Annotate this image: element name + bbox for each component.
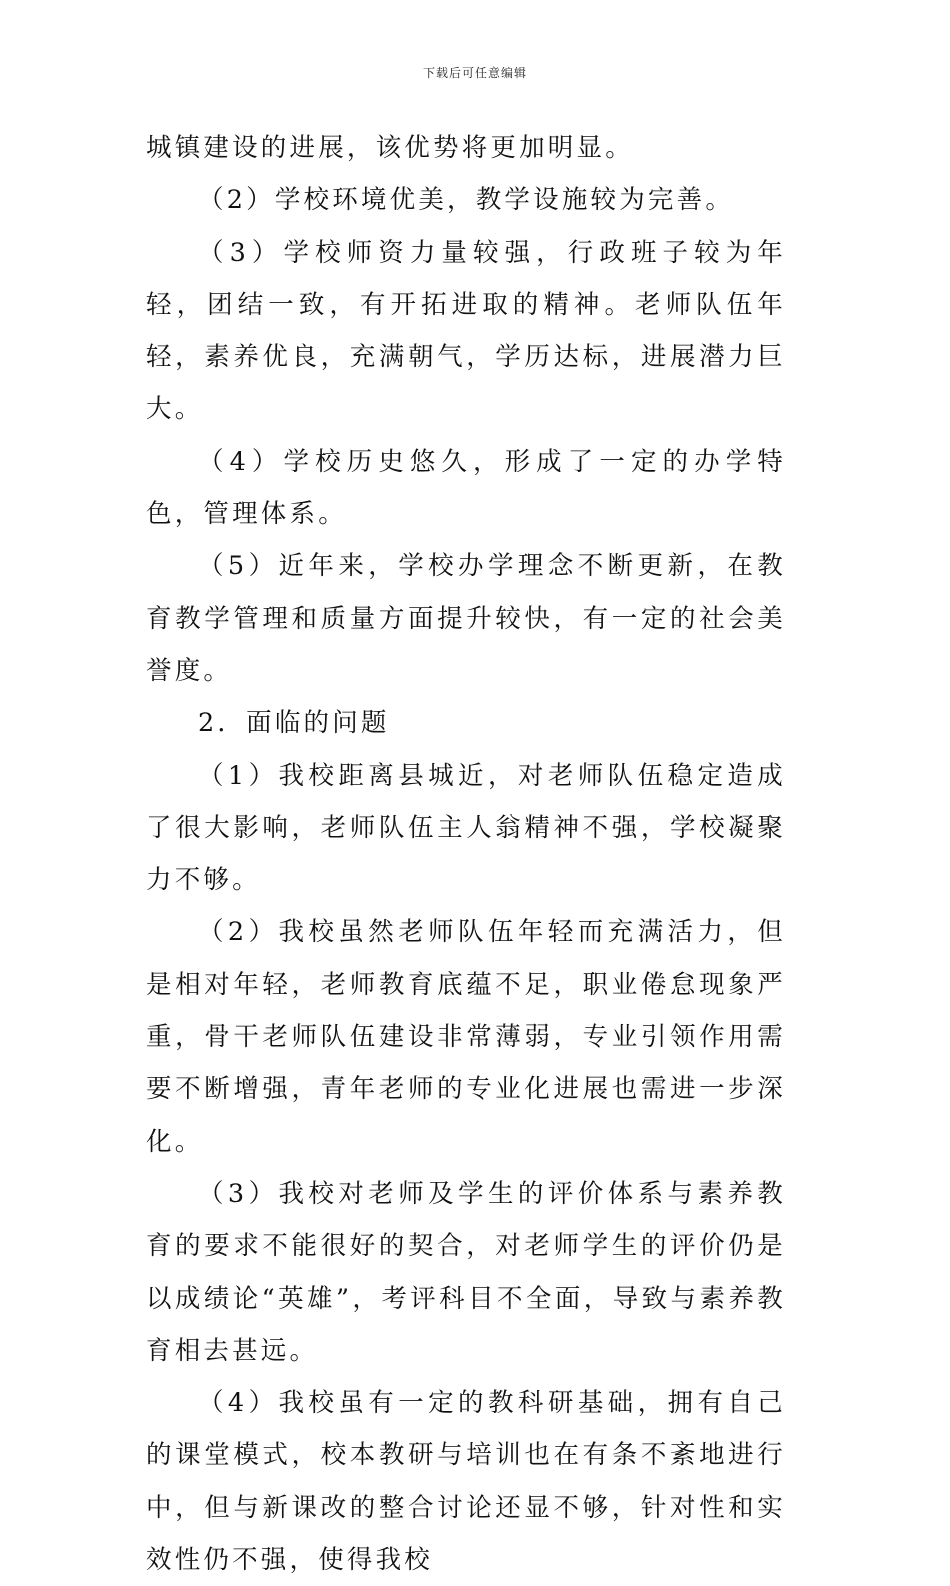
paragraph-continuation: 城镇建设的进展，该优势将更加明显。 <box>146 133 634 163</box>
document-body <box>146 122 786 1586</box>
paragraph-problem-2: （2）我校虽然老师队伍年轻而充满活力，但是相对年轻，老师教育底蕴不足，职业倦怠现象严重，骨干老师队伍建设非常薄弱，专业引领作用需要不断增强，青年老师的专业化进展也需进一步深化。 <box>146 917 786 1157</box>
paragraph-advantage-4: （4）学校历史悠久，形成了一定的办学特色，管理体系。 <box>146 446 786 530</box>
page-header-note: 下载后可任意编辑 <box>422 66 527 80</box>
paragraph-advantage-3: （3）学校师资力量较强，行政班子较为年轻，团结一致，有开拓进取的精神。老师队伍年轻，素养优良，充满朝气，学历达标，进展潜力巨大。 <box>146 237 786 425</box>
paragraph-advantage-5: （5）近年来，学校办学理念不断更新，在教育教学管理和质量方面提升较快，有一定的社会美誉度。 <box>146 551 786 686</box>
paragraph-problem-3: （3）我校对老师及学生的评价体系与素养教育的要求不能很好的契合，对老师学生的评价仍是以成绩论“英雄”，考评科目不全面，导致与素养教育相去甚远。 <box>146 1178 786 1366</box>
section-heading-problems: 2．面临的问题 <box>198 708 390 739</box>
paragraph-problem-4: （4）我校虽有一定的教科研基础，拥有自己的课堂模式，校本教研与培训也在有条不紊地进行中，但与新课改的整合讨论还显不够，针对性和实效性仍不强，使得我校 <box>146 1388 786 1576</box>
paragraph-advantage-2: （2）学校环境优美，教学设施较为完善。 <box>198 185 735 216</box>
paragraph-problem-1: （1）我校距离县城近，对老师队伍稳定造成了很大影响，老师队伍主人翁精神不强，学校凝聚力不够。 <box>146 760 786 896</box>
